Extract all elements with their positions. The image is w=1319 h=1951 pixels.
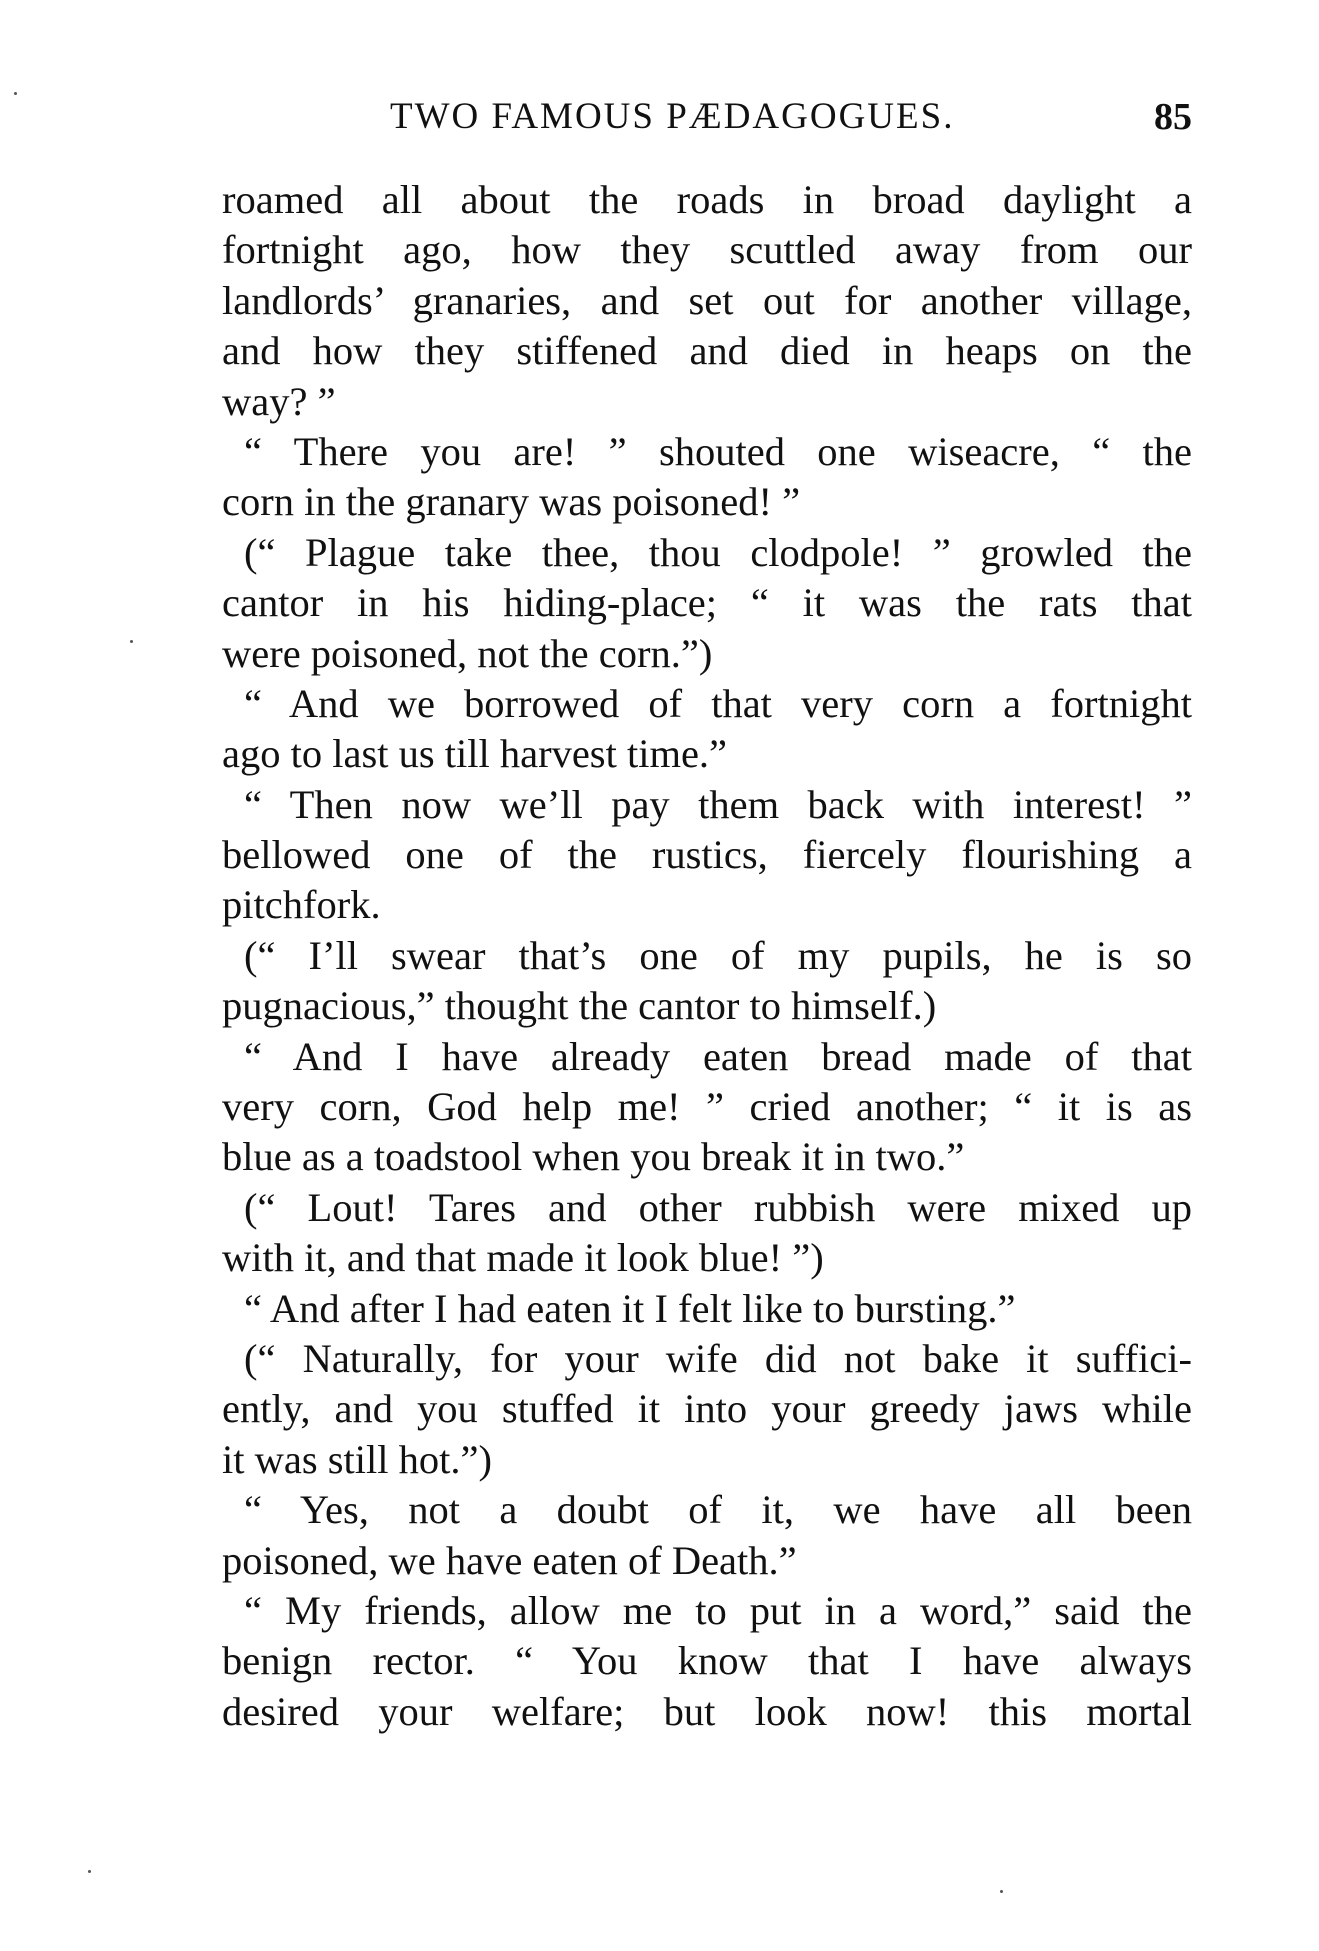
text-line: bellowed one of the rustics, fiercely flourishing a [222,832,1192,878]
body-text [222,175,1192,1737]
print-speck [130,640,133,643]
running-head [222,92,1192,142]
text-line: ently, and you stuffed it into your greedy jaws while [222,1386,1192,1432]
print-speck [1000,1890,1003,1893]
print-speck [14,92,17,95]
text-line: desired your welfare; but look now! this mortal [222,1688,1192,1734]
text-line: and how they stiffened and died in heaps on the [222,328,1192,374]
text-line: fortnight ago, how they scuttled away from our [222,227,1192,273]
text-line: benign rector. “ You know that I have always [222,1638,1192,1684]
text-line: very corn, God help me! ” cried another; “ it is as [222,1084,1192,1130]
text-line: “ And after I had eaten it I felt like to bursting.” [244,1285,1016,1331]
text-line: blue as a toadstool when you break it in two.” [222,1134,965,1180]
text-line: were poisoned, not the corn.”) [222,630,713,676]
text-line: roamed all about the roads in broad daylight a [222,177,1192,222]
text-line: it was still hot.”) [222,1436,492,1482]
print-speck [88,1870,91,1873]
text-line: “ My friends, allow me to put in a word,” said the [244,1587,1192,1633]
text-line: (“ I’ll swear that’s one of my pupils, he is so [244,932,1192,978]
text-line: pitchfork. [222,882,381,928]
text-line: corn in the granary was poisoned! ” [222,479,801,525]
text-line: “ There you are! ” shouted one wiseacre, “ the [244,428,1192,474]
page-number: 85 [1154,96,1192,138]
text-line: pugnacious,” thought the cantor to himself.) [222,983,937,1029]
text-line: “ Yes, not a doubt of it, we have all been [244,1487,1192,1533]
text-line: “ And I have already eaten bread made of that [244,1033,1192,1079]
text-line: with it, and that made it look blue! ”) [222,1235,824,1281]
text-line: way? ” [222,378,336,424]
text-line: landlords’ granaries, and set out for another village, [222,277,1192,323]
text-line: “ And we borrowed of that very corn a fortnight [244,680,1192,726]
text-line: poisoned, we have eaten of Death.” [222,1537,797,1583]
text-line: cantor in his hiding-place; “ it was the rats that [222,580,1192,626]
text-line: ago to last us till harvest time.” [222,731,728,777]
running-title: TWO FAMOUS PÆDAGOGUES. [390,96,955,137]
text-line: (“ Naturally, for your wife did not bake it suffici- [244,1335,1192,1381]
text-line: (“ Lout! Tares and other rubbish were mixed up [244,1184,1192,1230]
text-line: (“ Plague take thee, thou clodpole! ” growled the [244,529,1192,575]
text-line: “ Then now we’ll pay them back with interest! ” [244,781,1192,827]
